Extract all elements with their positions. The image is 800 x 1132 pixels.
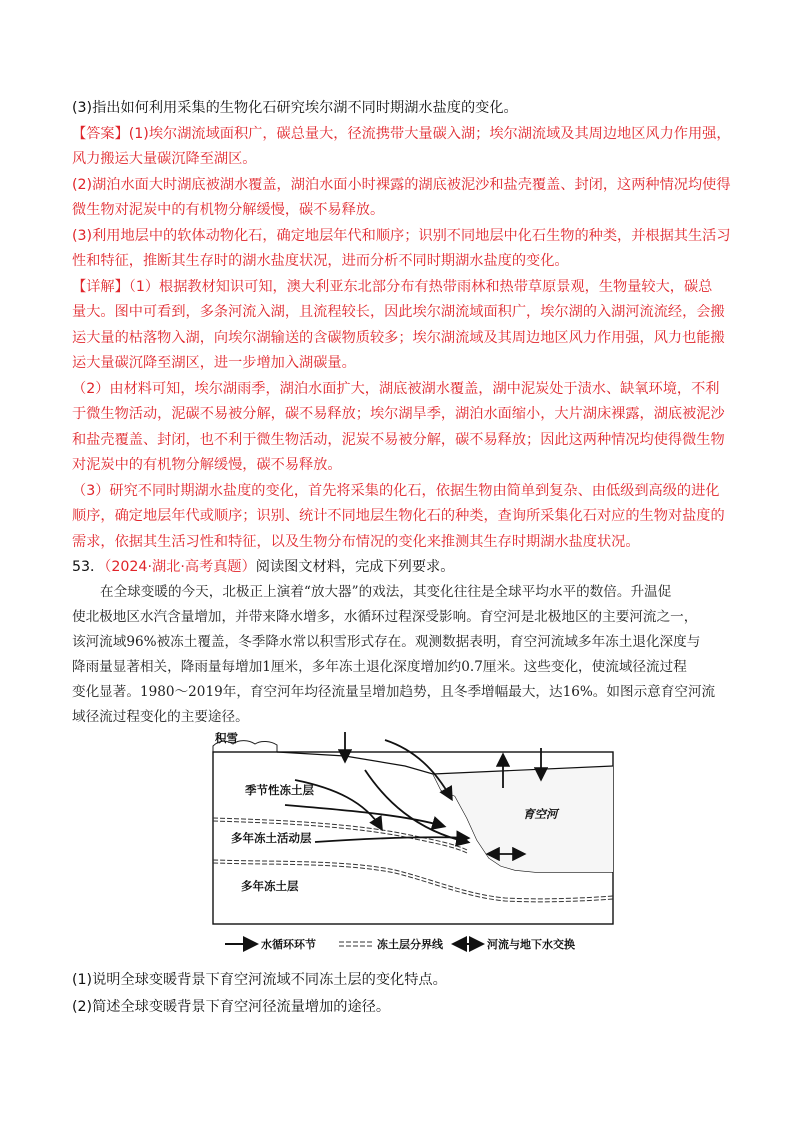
active-layer-label: 多年冻土活动层	[231, 831, 312, 845]
question-3-text: (3)指出如何利用采集的生物化石研究埃尔湖不同时期湖水盐度的变化。	[72, 100, 518, 116]
passage-line: 使北极地区水汽含量增加，并带来降水增多，水循环过程深受影响。育空河是北极地区的主要河流之一，	[72, 609, 698, 625]
question-source: （2024·湖北·高考真题）	[104, 559, 256, 575]
answer-line: 性和特征，推断其生存时的湖水盐度状况，进而分析不同时期湖水盐度的变化。	[72, 253, 569, 269]
yukon-runoff-diagram	[205, 730, 615, 977]
explanation-line: （2）由材料可知，埃尔湖雨季，湖泊水面扩大，湖底被湖水覆盖，湖中泥炭处于渍水、缺氧环境，不利	[72, 381, 720, 397]
legend-water-cycle: 水循环环节	[261, 938, 316, 951]
river-label: 育空河	[523, 807, 558, 821]
answer-line: 风力搬运大量碳沉降至湖区。	[72, 151, 257, 167]
diagram-legend	[225, 937, 575, 951]
explanation-line: 【详解】（1）根据教材知识可知，澳大利亚东北部分布有热带雨林和热带草原景观，生物量较大，碳总	[72, 279, 713, 295]
question-53-header	[72, 557, 732, 577]
explanation-line: 于微生物活动，泥碳不易被分解，碳不易释放；埃尔湖旱季，湖泊水面缩小，大片湖床裸露，湖底被泥沙	[72, 406, 725, 422]
explanation-line: 和盐壳覆盖、封闭，也不利于微生物活动，泥炭不易被分解，碳不易释放；因此这两种情况均使得微生物	[72, 432, 725, 448]
explanation-line: （3）研究不同时期湖水盐度的变化，首先将采集的化石，依据生物由简单到复杂、由低级到高级的进化	[72, 483, 720, 499]
permafrost-layer-label: 多年冻土层	[241, 879, 299, 893]
passage-line: 降雨量显著相关，降雨量每增加1厘米，多年冻土退化深度增加约0.7厘米。这些变化，使流域径流过程	[72, 659, 687, 675]
legend-frozen-boundary: 冻土层分界线	[377, 938, 443, 951]
seasonal-frozen-layer-label: 季节性冻土层	[245, 783, 314, 797]
answer-line: 【答案】(1)埃尔湖流域面积广，碳总量大，径流携带大量碳入湖；埃尔湖流域及其周边地区风力作用强，	[72, 126, 731, 142]
passage-line: 在全球变暖的今天，北极正上演着“放大器”的戏法，其变化往往是全球平均水平的数倍。升温促	[100, 584, 672, 600]
explanation-line: 运大量碳沉降至湖区，进一步增加入湖碳量。	[72, 355, 356, 371]
question-2: (2)简述全球变暖背景下育空河径流量增加的途径。	[72, 999, 391, 1015]
explanation-line: 顺序，确定地层年代或顺序；识别、统计不同地层生物化石的种类，查询所采集化石对应的生物对盐度的	[72, 508, 725, 524]
legend-dash-icon	[339, 942, 373, 946]
passage-line: 变化显著。1980～2019年，育空河年均径流量呈增加趋势，且冬季增幅最大，达16%。如图示意育空河流	[72, 684, 716, 700]
explanation-line: 量大。图中可看到，多条河流入湖，且流程较长，因此埃尔湖流域面积广，埃尔湖的入湖河流流经，会搬	[72, 304, 725, 320]
explanation-line: 运大量的枯落物入湖，向埃尔湖输送的含碳物质较多；埃尔湖流域及其周边地区风力作用强，风力也能搬	[72, 330, 725, 346]
answer-line: 微生物对泥炭中的有机物分解缓慢，碳不易释放。	[72, 202, 385, 218]
explanation-line: 需求，依据其生活习性和特征，以及生物分布情况的变化来推测其生存时期湖水盐度状况。	[72, 534, 640, 550]
passage-line: 该河流域96%被冻土覆盖，冬季降水常以积雪形式存在。观测数据表明，育空河流域多年冻土退化深度与	[72, 634, 701, 650]
question-number: 53．	[72, 559, 105, 575]
passage-line: 域径流过程变化的主要途径。	[72, 709, 249, 725]
snow-label: 积雪	[215, 731, 238, 745]
answer-line: (3)利用地层中的软体动物化石，确定地层年代和顺序；识别不同地层中化石生物的种类，并根据其生活习	[72, 228, 731, 244]
question-1: (1)说明全球变暖背景下育空河流域不同冻土层的变化特点。	[72, 972, 447, 988]
explanation-line: 对泥炭中的有机物分解缓慢，碳不易释放。	[72, 457, 342, 473]
legend-exchange: 河流与地下水交换	[487, 938, 575, 951]
question-prompt: 阅读图文材料，完成下列要求。	[255, 559, 455, 575]
answer-line: (2)湖泊水面大时湖底被湖水覆盖，湖泊水面小时裸露的湖底被泥沙和盐壳覆盖、封闭，这两种情况均使得	[72, 177, 731, 193]
